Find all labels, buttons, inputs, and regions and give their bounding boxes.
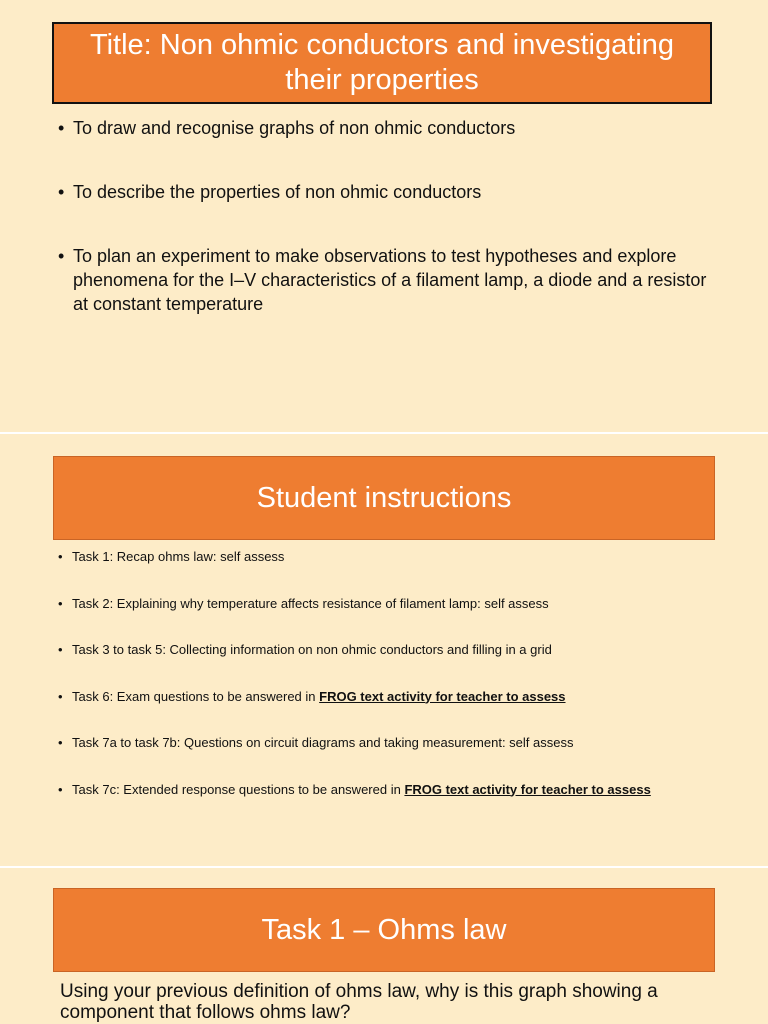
task-item: [58, 548, 738, 566]
objective-item: • To draw and recognise graphs of non ohmic conductors: [58, 116, 718, 140]
title-box: [52, 22, 712, 104]
page-title: Title: Non ohmic conductors and investigating their properties: [89, 29, 675, 96]
task-text: Task 3 to task 5: Collecting information on non ohmic conductors and filling in a grid: [72, 642, 552, 657]
slide-task-1: [0, 868, 768, 1024]
section-header: [53, 456, 715, 540]
task-text: Task 2: Explaining why temperature affects resistance of filament lamp: self assess: [72, 595, 549, 611]
section-header-label: Student instructions: [256, 481, 512, 514]
objective-item: • To plan an experiment to make observations to test hypotheses and explore phenomena for the I–V characteristics of a filament lamp, a diode and a resistor at constant temperature: [58, 244, 718, 316]
task-list: [58, 548, 738, 827]
slide-objectives: [0, 0, 768, 432]
slide-student-instructions: [0, 434, 768, 866]
task-item: [58, 688, 738, 706]
task-text: Task 7c: Extended response questions to be answered in: [72, 781, 405, 797]
frog-activity-link[interactable]: FROG text activity for teacher to assess: [404, 781, 651, 797]
task-item: [58, 734, 738, 752]
objectives-list: [58, 116, 718, 356]
section-header-label: Task 1 – Ohms law: [261, 913, 507, 946]
task-text: Task 7a to task 7b: Questions on circuit diagrams and taking measurement: self assess: [72, 735, 574, 750]
task-item: [58, 781, 738, 799]
frog-activity-link[interactable]: FROG text activity for teacher to assess: [319, 688, 566, 704]
task-text: Task 6: Exam questions to be answered in: [72, 688, 320, 704]
objective-item: • To describe the properties of non ohmic conductors: [58, 180, 718, 204]
task-item: [58, 641, 738, 659]
task-question: Using your previous definition of ohms law, why is this graph showing a component that follows ohms law?: [60, 981, 658, 1023]
task-text: Task 1: Recap ohms law: self assess: [72, 549, 285, 564]
task-item: [58, 595, 738, 613]
section-header: [53, 888, 715, 972]
